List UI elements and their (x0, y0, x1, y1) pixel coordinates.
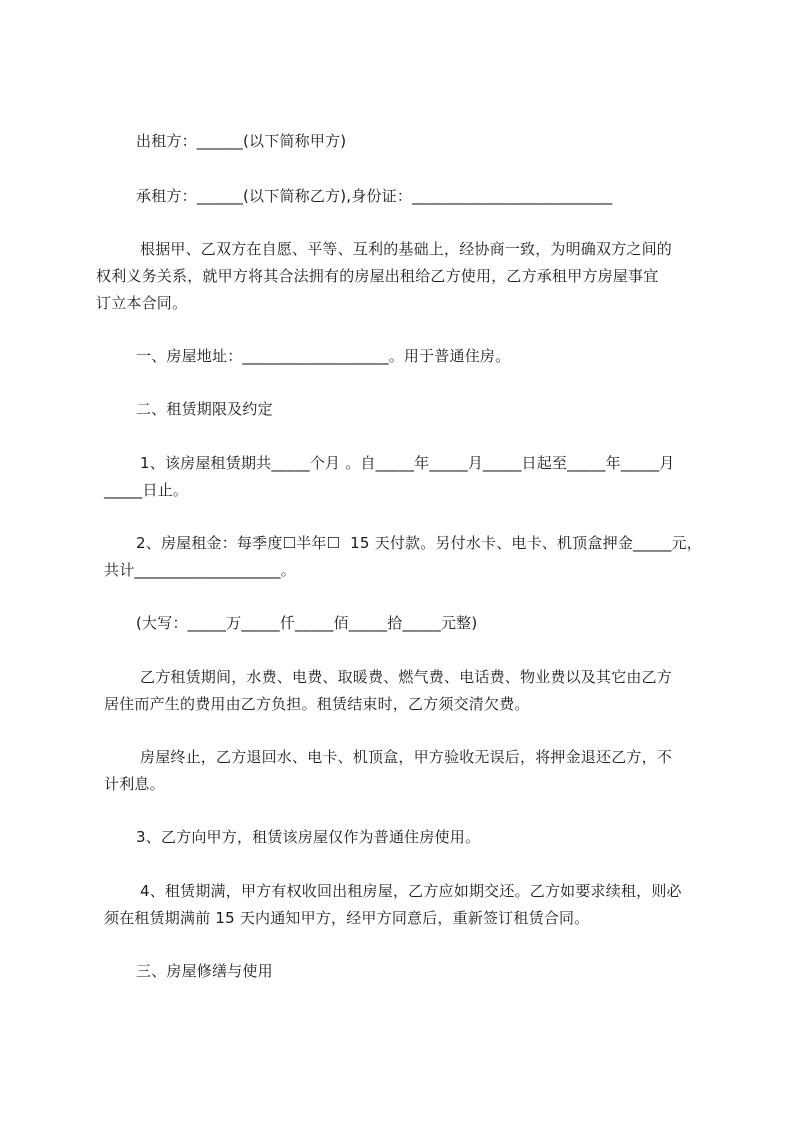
section-2-title: 二、租赁期限及约定 (136, 400, 273, 418)
termination-line-1: 房屋终止，乙方退回水、电卡、机顶盒，甲方验收无误后，将押金退还乙方，不 (140, 748, 673, 766)
section-3-title: 三、房屋修缮与使用 (136, 962, 273, 980)
lessee-line: 承租方：______(以下简称乙方),身份证：__________________________ (136, 187, 613, 205)
termination-line-2: 计利息。 (104, 775, 165, 793)
intro-line-3: 订立本合同。 (96, 294, 188, 312)
fees-line-1: 乙方租赁期间，水费、电费、取暖费、燃气费、电话费、物业费以及其它由乙方 (140, 668, 673, 686)
lessor-line: 出租方：______(以下简称甲方) (136, 132, 347, 150)
item-2-line-1: 2、房屋租金：每季度☐半年☐ 15 天付款。另付水卡、电卡、机顶盒押金_____元， (136, 534, 702, 552)
item-3: 3、乙方向甲方，租赁该房屋仅作为普通住房使用。 (136, 828, 481, 846)
section-1-address: 一、房屋地址：___________________。用于普通住房。 (136, 347, 511, 365)
item-1-line-2: _____日止。 (104, 481, 189, 499)
amount-in-words: (大写：_____万_____仟_____佰_____拾_____元整) (136, 614, 478, 632)
item-4-line-1: 4、租赁期满，甲方有权收回出租房屋，乙方应如期交还。乙方如要求续租，则必 (140, 882, 682, 900)
intro-line-1: 根据甲、乙双方在自愿、平等、互利的基础上，经协商一致，为明确双方之间的 (140, 240, 673, 258)
fees-line-2: 居住而产生的费用由乙方负担。租赁结束时，乙方须交清欠费。 (104, 695, 530, 713)
item-2-line-2: 共计___________________。 (104, 561, 296, 579)
intro-line-2: 权利义务关系，就甲方将其合法拥有的房屋出租给乙方使用，乙方承租甲方房屋事宜 (96, 267, 659, 285)
item-1-line-1: 1、该房屋租赁期共_____个月 。自_____年_____月_____日起至_____年_____月 (140, 454, 675, 472)
item-4-line-2: 须在租赁期满前 15 天内通知甲方，经甲方同意后，重新签订租赁合同。 (104, 909, 590, 927)
